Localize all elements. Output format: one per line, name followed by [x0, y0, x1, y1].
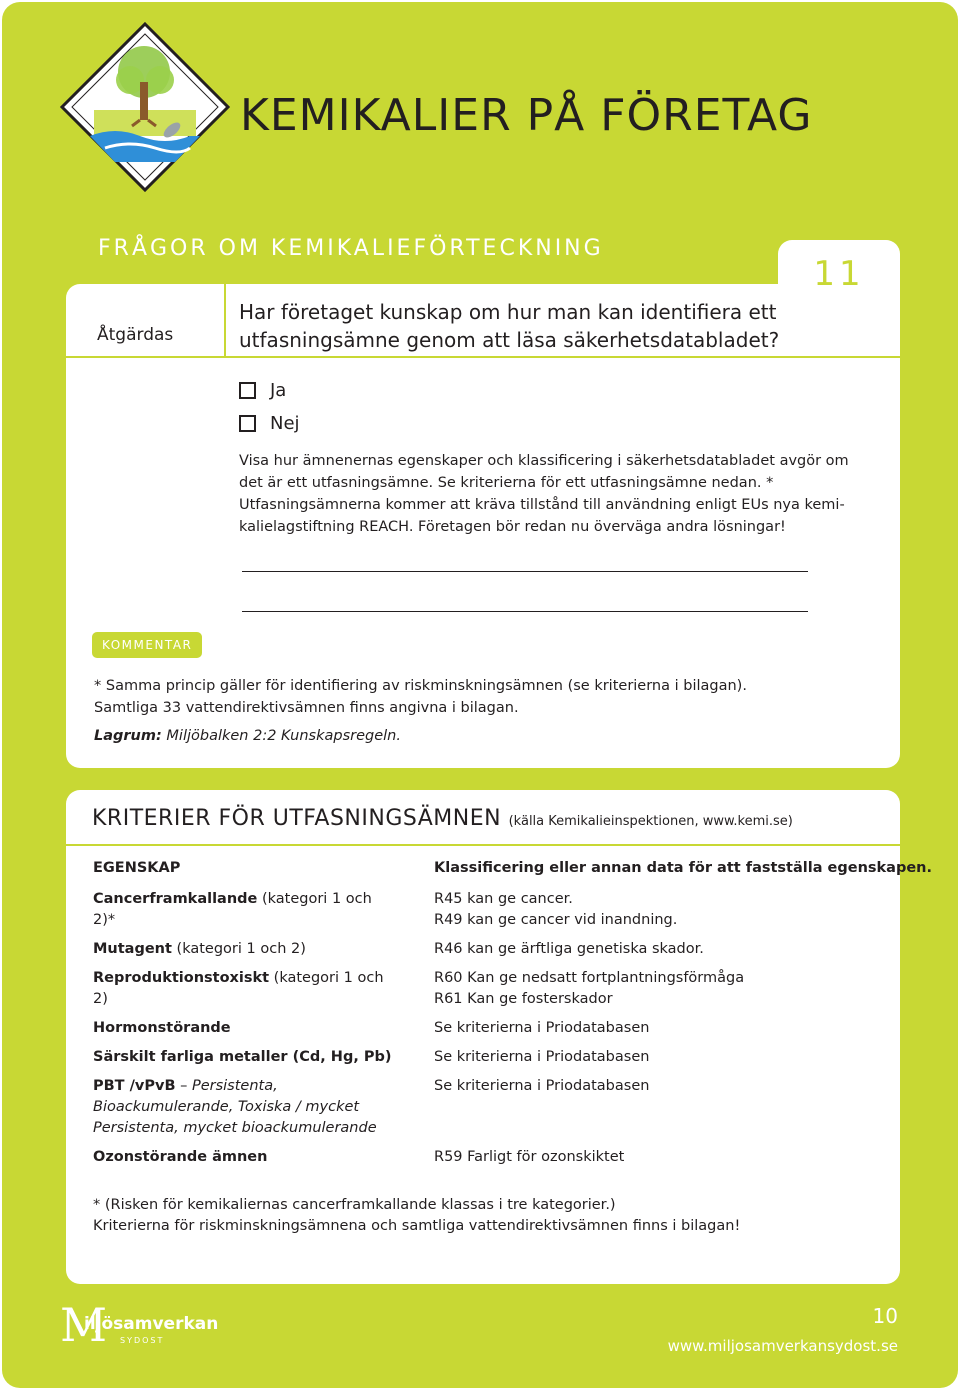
- checkbox-nej[interactable]: [239, 415, 256, 432]
- criteria-metaller: Se kriterierna i Priodatabasen: [434, 1049, 650, 1065]
- criteria-ozon: R59 Farligt för ozonskiktet: [434, 1149, 625, 1165]
- brand-name: iljösamverkan: [84, 1314, 219, 1334]
- criteria-mutagent: R46 kan ge ärftliga genetiska skador.: [434, 941, 704, 957]
- info-line: Visa hur ämnenernas egenskaper och klassificering i säkerhetsdatabladet avgör om: [239, 453, 849, 469]
- criteria-reproduktion: R60 Kan ge nedsatt fortplantningsförmåga R61 Kan ge fosterskador: [434, 970, 745, 1007]
- row-divider: [66, 356, 900, 358]
- info-line: kalielagstiftning REACH. Företagen bör redan nu överväga andra lösningar!: [239, 519, 786, 535]
- option-nej[interactable]: [239, 412, 300, 434]
- section-heading: FRÅGOR OM KEMIKALIEFÖRTECKNING: [98, 236, 604, 261]
- page-number: 10: [872, 1304, 898, 1328]
- column-header-property: EGENSKAP: [93, 860, 181, 876]
- criteria-title: [92, 806, 793, 831]
- option-nej-label: Nej: [270, 412, 300, 434]
- info-line: det är ett utfasningsämne. Se kriterierna för ett utfasningsämne nedan. *: [239, 475, 774, 491]
- lagrum-text: Miljöbalken 2:2 Kunskapsregeln.: [161, 728, 401, 744]
- info-line: Utfasningsämnerna kommer att kräva tillstånd till användning enligt EUs nya kemi-: [239, 497, 845, 513]
- lagrum-label: Lagrum:: [94, 728, 162, 744]
- action-label: Åtgärdas: [97, 325, 174, 345]
- answer-line[interactable]: [242, 571, 808, 572]
- tree-fish-logo: [60, 22, 230, 192]
- checkbox-ja[interactable]: [239, 382, 256, 399]
- criteria-divider: [66, 844, 900, 846]
- column-header-criteria: Klassificering eller annan data för att fastställa egenskapen.: [434, 860, 933, 876]
- comment-label: KOMMENTAR: [92, 632, 202, 658]
- lagrum-line: [94, 725, 874, 747]
- question-number: 11: [813, 254, 865, 294]
- property-ozon: Ozonstörande ämnen: [93, 1149, 268, 1165]
- property-hormon: Hormonstörande: [93, 1020, 231, 1036]
- criteria-pbt: Se kriterierna i Priodatabasen: [434, 1078, 650, 1094]
- page-title: KEMIKALIER PÅ FÖRETAG: [240, 90, 813, 141]
- page: [2, 2, 958, 1388]
- property-metaller: Särskilt farliga metaller (Cd, Hg, Pb): [93, 1049, 392, 1065]
- brand-logo[interactable]: [60, 1298, 219, 1352]
- criteria-footnote: * (Risken för kemikaliernas cancerframkallande klassas i tre kategorier.) Kriterierna för riskminskningsämnena och samtliga vattendirektivsämnen finns i bilagan!: [93, 1197, 741, 1234]
- criteria-title-text: KRITERIER FÖR UTFASNINGSÄMNEN: [92, 806, 502, 831]
- brand-sub: SYDOST: [120, 1336, 165, 1345]
- column-divider: [224, 284, 226, 358]
- question-text: Har företaget kunskap om hur man kan identifiera ett utfasningsämne genom att läsa säkerhetsdatabladet?: [239, 300, 780, 352]
- comment-line: * Samma princip gäller för identifiering av riskminskningsämnen (se kriterierna i bilagan).: [94, 678, 747, 694]
- property-reproduktion: Reproduktionstoxiskt (kategori 1 och 2): [93, 970, 384, 1007]
- info-text: [239, 450, 849, 538]
- answer-line[interactable]: [242, 611, 808, 612]
- option-ja-label: Ja: [270, 379, 287, 401]
- comment-text: [94, 675, 874, 747]
- comment-line: Samtliga 33 vattendirektivsämnen finns angivna i bilagan.: [94, 700, 519, 716]
- property-mutagent: Mutagent (kategori 1 och 2): [93, 941, 306, 957]
- option-ja[interactable]: [239, 379, 286, 401]
- criteria-cancer: R45 kan ge cancer. R49 kan ge cancer vid inandning.: [434, 891, 678, 928]
- property-pbt: PBT /vPvB – Persistenta, Bioackumulerande, Toxiska / mycket Persistenta, mycket bioackumulerande: [93, 1078, 377, 1136]
- property-cancer: Cancerframkallande (kategori 1 och 2)*: [93, 891, 372, 928]
- criteria-source: (källa Kemikalieinspektionen, www.kemi.se): [508, 814, 793, 829]
- brand-initial: M: [60, 1298, 108, 1352]
- website-link[interactable]: www.miljosamverkansydost.se: [667, 1337, 898, 1355]
- criteria-hormon: Se kriterierna i Priodatabasen: [434, 1020, 650, 1036]
